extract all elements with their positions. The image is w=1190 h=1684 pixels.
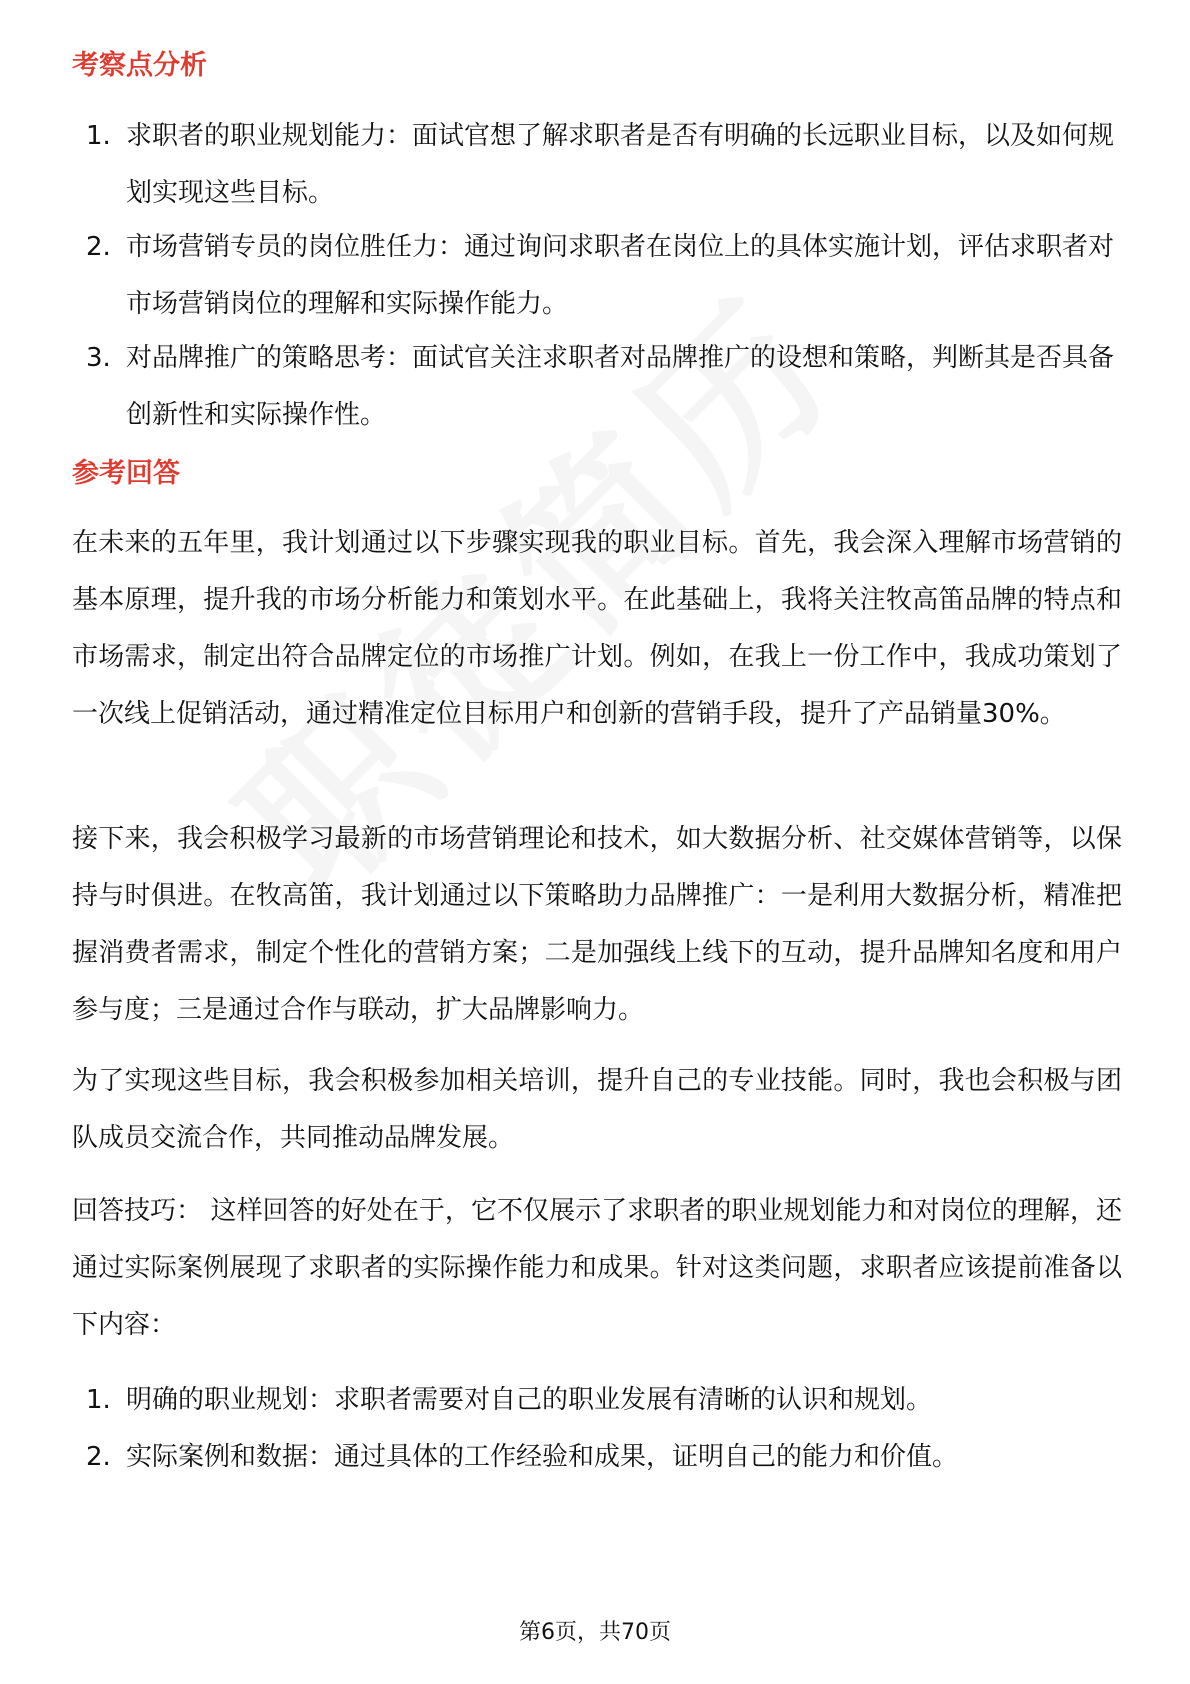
list-item [72,1429,1122,1486]
list-item-number: 2. [86,232,111,262]
list-item-text: 对品牌推广的策略思考：面试官关注求职者对品牌推广的设想和策略，判断其是否具备创新性和实际操作性。 [126,343,1115,430]
list-item-number: 1. [86,1385,111,1415]
list-item-text: 求职者的职业规划能力：面试官想了解求职者是否有明确的长远职业目标，以及如何规划实现这些目标。 [126,121,1115,208]
list-item-number: 2. [86,1442,111,1472]
page-indicator: 第6页，共70页 [519,1620,671,1645]
tips-list [72,1372,1122,1486]
list-item-number: 1. [86,121,111,151]
list-item [72,330,1122,444]
list-item [72,108,1122,222]
answer-tips-paragraph: 回答技巧： 这样回答的好处在于，它不仅展示了求职者的职业规划能力和对岗位的理解，还通过实际案例展现了求职者的实际操作能力和成果。针对这类问题，求职者应该提前准备以下内容： [72,1196,1122,1340]
answer-paragraph-1: 在未来的五年里，我计划通过以下步骤实现我的职业目标。首先，我会深入理解市场营销的基本原理，提升我的市场分析能力和策划水平。在此基础上，我将关注牧高笛品牌的特点和市场需求，制定出符合品牌定位的市场推广计划。例如，在我上一份工作中，我成功策划了一次线上促销活动，通过精准定位目标用户和创新的营销手段，提升了产品销量30%。 [72,528,1122,729]
answer-paragraph-3: 为了实现这些目标，我会积极参加相关培训，提升自己的专业技能。同时，我也会积极与团队成员交流合作，共同推动品牌发展。 [72,1066,1122,1153]
section-heading-reference-answer: 参考回答 [72,458,180,489]
analysis-list [72,108,1122,444]
list-item [72,219,1122,333]
list-item [72,1372,1122,1429]
list-item-text: 实际案例和数据：通过具体的工作经验和成果，证明自己的能力和价值。 [126,1442,959,1472]
list-item-text: 明确的职业规划：求职者需要对自己的职业发展有清晰的认识和规划。 [126,1385,933,1415]
answer-paragraph-2: 接下来，我会积极学习最新的市场营销理论和技术，如大数据分析、社交媒体营销等，以保持与时俱进。在牧高笛，我计划通过以下策略助力品牌推广：一是利用大数据分析，精准把握消费者需求，制定个性化的营销方案；二是加强线上线下的互动，提升品牌知名度和用户参与度；三是通过合作与联动，扩大品牌影响力。 [72,824,1122,1025]
section-heading-analysis: 考察点分析 [72,50,207,81]
list-item-number: 3. [86,343,111,373]
list-item-text: 市场营销专员的岗位胜任力：通过询问求职者在岗位上的具体实施计划，评估求职者对市场营销岗位的理解和实际操作能力。 [126,232,1115,319]
